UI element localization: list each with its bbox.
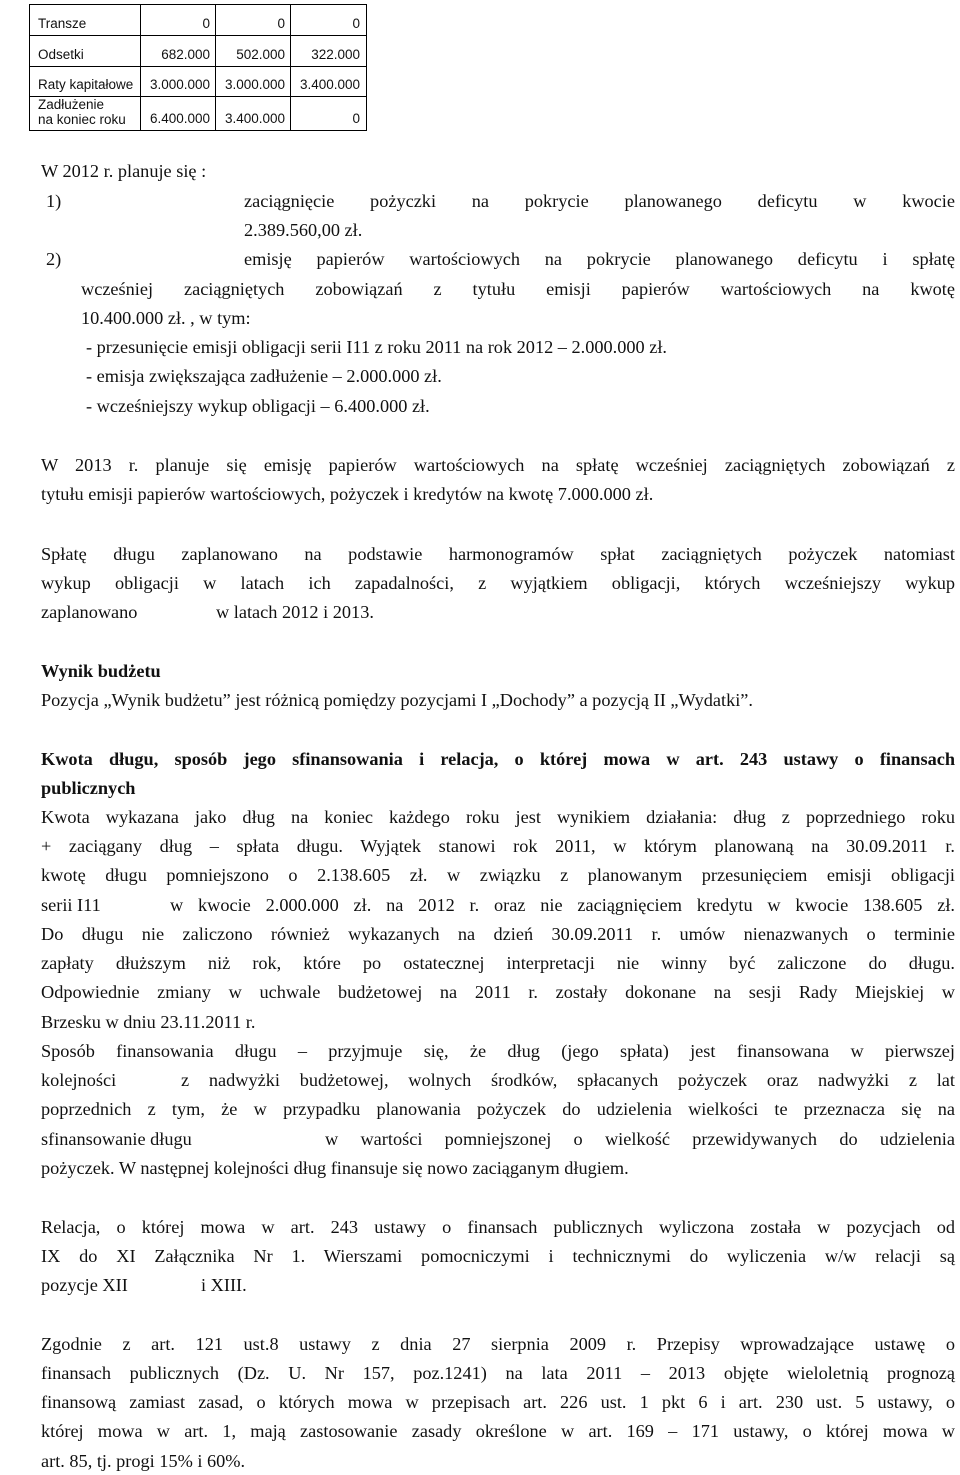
- paragraph-line: zapłaty dłuższym niż rok, które po ostatecznej interpretacji nie winny być zaliczone do długu.: [41, 953, 955, 973]
- table-cell: 3.000.000: [224, 77, 285, 92]
- paragraph-line: Zgodnie z art. 121 ust.8 ustawy z dnia 27 sierpnia 2009 r. Przepisy wprowadzające ustawę o: [41, 1334, 955, 1354]
- table-cell: 0: [202, 16, 210, 31]
- paragraph-line: finansową zamiast zasad, o których mowa w przepisach art. 226 ust. 1 pkt 6 i art. 230 ust. 5 ustawy, o: [41, 1392, 955, 1412]
- row-label: Zadłużenie: [38, 97, 105, 112]
- paragraph-line: poprzednich z tym, że w przypadku planowania pożyczek do udzielenia wielkości te przeznacza się na: [41, 1099, 955, 1119]
- table-cell: 322.000: [311, 47, 360, 62]
- section-heading: publicznych: [41, 778, 136, 798]
- paragraph-line: Pozycja „Wynik budżetu” jest różnicą pomiędzy pozycjami I „Dochody” a pozycją II „Wydatki”.: [41, 690, 753, 710]
- table-cell: 3.000.000: [149, 77, 210, 92]
- row-label: na koniec roku: [38, 112, 126, 127]
- paragraph-line: Do długu nie zaliczono również wykazanych na dzień 30.09.2011 r. umów nienazwanych o terminie: [41, 924, 955, 944]
- paragraph-line: Kwota wykazana jako dług na koniec każdego roku jest wynikiem działania: dług z poprzedniego roku: [41, 807, 955, 827]
- section-heading: Kwota długu, sposób jego sfinansowania i relacja, o której mowa w art. 243 ustawy o finansach: [41, 749, 955, 769]
- sub-item: - przesunięcie emisji obligacji serii I11 z roku 2011 na rok 2012 – 2.000.000 zł.: [86, 337, 667, 357]
- paragraph-line: pozycje XII: [41, 1275, 128, 1295]
- table-cell: 0: [277, 16, 285, 31]
- paragraph-line: serii I11: [41, 895, 101, 915]
- paragraph-line: której mowa w art. 1, mają zastosowanie zasady określone w art. 169 – 171 ustawy, o której mowa w: [41, 1421, 955, 1441]
- paragraph-line: Spłatę długu zaplanowano na podstawie harmonogramów spłat zaciągniętych pożyczek natomiast: [41, 544, 955, 564]
- table-row: [30, 5, 366, 36]
- sub-item: - emisja zwiększająca zadłużenie – 2.000.000 zł.: [86, 366, 442, 386]
- paragraph-line: w latach 2012 i 2013.: [216, 602, 374, 622]
- paragraph-line: finansach publicznych (Dz. U. Nr 157, poz.1241) na lata 2011 – 2013 objęte wieloletnią prognozą: [41, 1363, 955, 1383]
- paragraph-line: kolejności: [41, 1070, 117, 1090]
- list-item: 10.400.000 zł. , w tym:: [81, 308, 251, 328]
- table-row: [30, 36, 366, 67]
- table-cell: 3.400.000: [299, 77, 360, 92]
- list-item: 2.389.560,00 zł.: [244, 220, 363, 240]
- paragraph-line: W 2013 r. planuje się emisję papierów wartościowych na spłatę wcześniej zaciągniętych zobowiązań z: [41, 455, 955, 475]
- paragraph-line: Relacja, o której mowa w art. 243 ustawy o finansach publicznych wyliczona została w pozycjach od: [41, 1217, 955, 1237]
- row-label: Transze: [38, 16, 87, 31]
- paragraph-line: IX do XI Załącznika Nr 1. Wierszami pomocniczymi i technicznymi do wyliczenia w/w relacji są: [41, 1246, 955, 1266]
- paragraph-line: + zaciągany dług – spłata długu. Wyjątek stanowi rok 2011, w którym planowaną na 30.09.2011 r.: [41, 836, 955, 856]
- paragraph-2012-intro: W 2012 r. planuje się :: [41, 161, 207, 181]
- row-label: Raty kapitałowe: [38, 77, 134, 92]
- table-cell: 682.000: [161, 47, 210, 62]
- sub-item: - wcześniejszy wykup obligacji – 6.400.000 zł.: [86, 396, 430, 416]
- section-heading: Wynik budżetu: [41, 661, 161, 681]
- paragraph-line: zaplanowano: [41, 602, 138, 622]
- list-item: emisję papierów wartościowych na pokrycie planowanego deficytu i spłatę: [244, 249, 955, 269]
- table-cell: 0: [352, 111, 360, 126]
- table-cell: 0: [352, 16, 360, 31]
- paragraph-line: art. 85, tj. progi 15% i 60%.: [41, 1451, 246, 1471]
- paragraph-line: wykup obligacji w latach ich zapadalności, z wyjątkiem obligacji, których wcześniejszy wykup: [41, 573, 955, 593]
- paragraph-line: sfinansowanie długu: [41, 1129, 192, 1149]
- paragraph-line: Odpowiednie zmiany w uchwale budżetowej na 2011 r. zostały dokonane na sesji Rady Miejskiej w: [41, 982, 955, 1002]
- paragraph-line: Brzesku w dniu 23.11.2011 r.: [41, 1012, 256, 1032]
- table-cell: 502.000: [236, 47, 285, 62]
- list-item: zaciągnięcie pożyczki na pokrycie planowanego deficytu w kwocie: [244, 191, 955, 211]
- paragraph-line: tytułu emisji papierów wartościowych, pożyczek i kredytów na kwotę 7.000.000 zł.: [41, 484, 654, 504]
- list-number: 2): [46, 249, 62, 269]
- paragraph-line: pożyczek. W następnej kolejności dług finansuje się nowo zaciąganym długiem.: [41, 1158, 629, 1178]
- paragraph-line: kwotę długu pomniejszono o 2.138.605 zł. w związku z planowanym przesunięciem emisji obligacji: [41, 865, 955, 885]
- table-cell: 6.400.000: [149, 111, 210, 126]
- paragraph-line: z nadwyżki budżetowej, wolnych środków, spłacanych pożyczek oraz nadwyżki z lat: [181, 1070, 955, 1090]
- paragraph-line: Sposób finansowania długu – przyjmuje się, że dług (jego spłata) jest finansowana w pierwszej: [41, 1041, 955, 1061]
- debt-table: [29, 4, 367, 131]
- table-row: [30, 97, 366, 130]
- list-item: wcześniej zaciągniętych zobowiązań z tytułu emisji papierów wartościowych na kwotę: [81, 279, 955, 299]
- table-row: [30, 67, 366, 97]
- table-cell: 3.400.000: [224, 111, 285, 126]
- row-label: Odsetki: [38, 47, 84, 62]
- paragraph-line: i XIII.: [201, 1275, 247, 1295]
- paragraph-line: w wartości pomniejszonej o wielkość przewidywanych do udzielenia: [325, 1129, 955, 1149]
- list-number: 1): [46, 191, 62, 211]
- paragraph-line: w kwocie 2.000.000 zł. na 2012 r. oraz nie zaciągnięciem kredytu w kwocie 138.605 zł.: [170, 895, 955, 915]
